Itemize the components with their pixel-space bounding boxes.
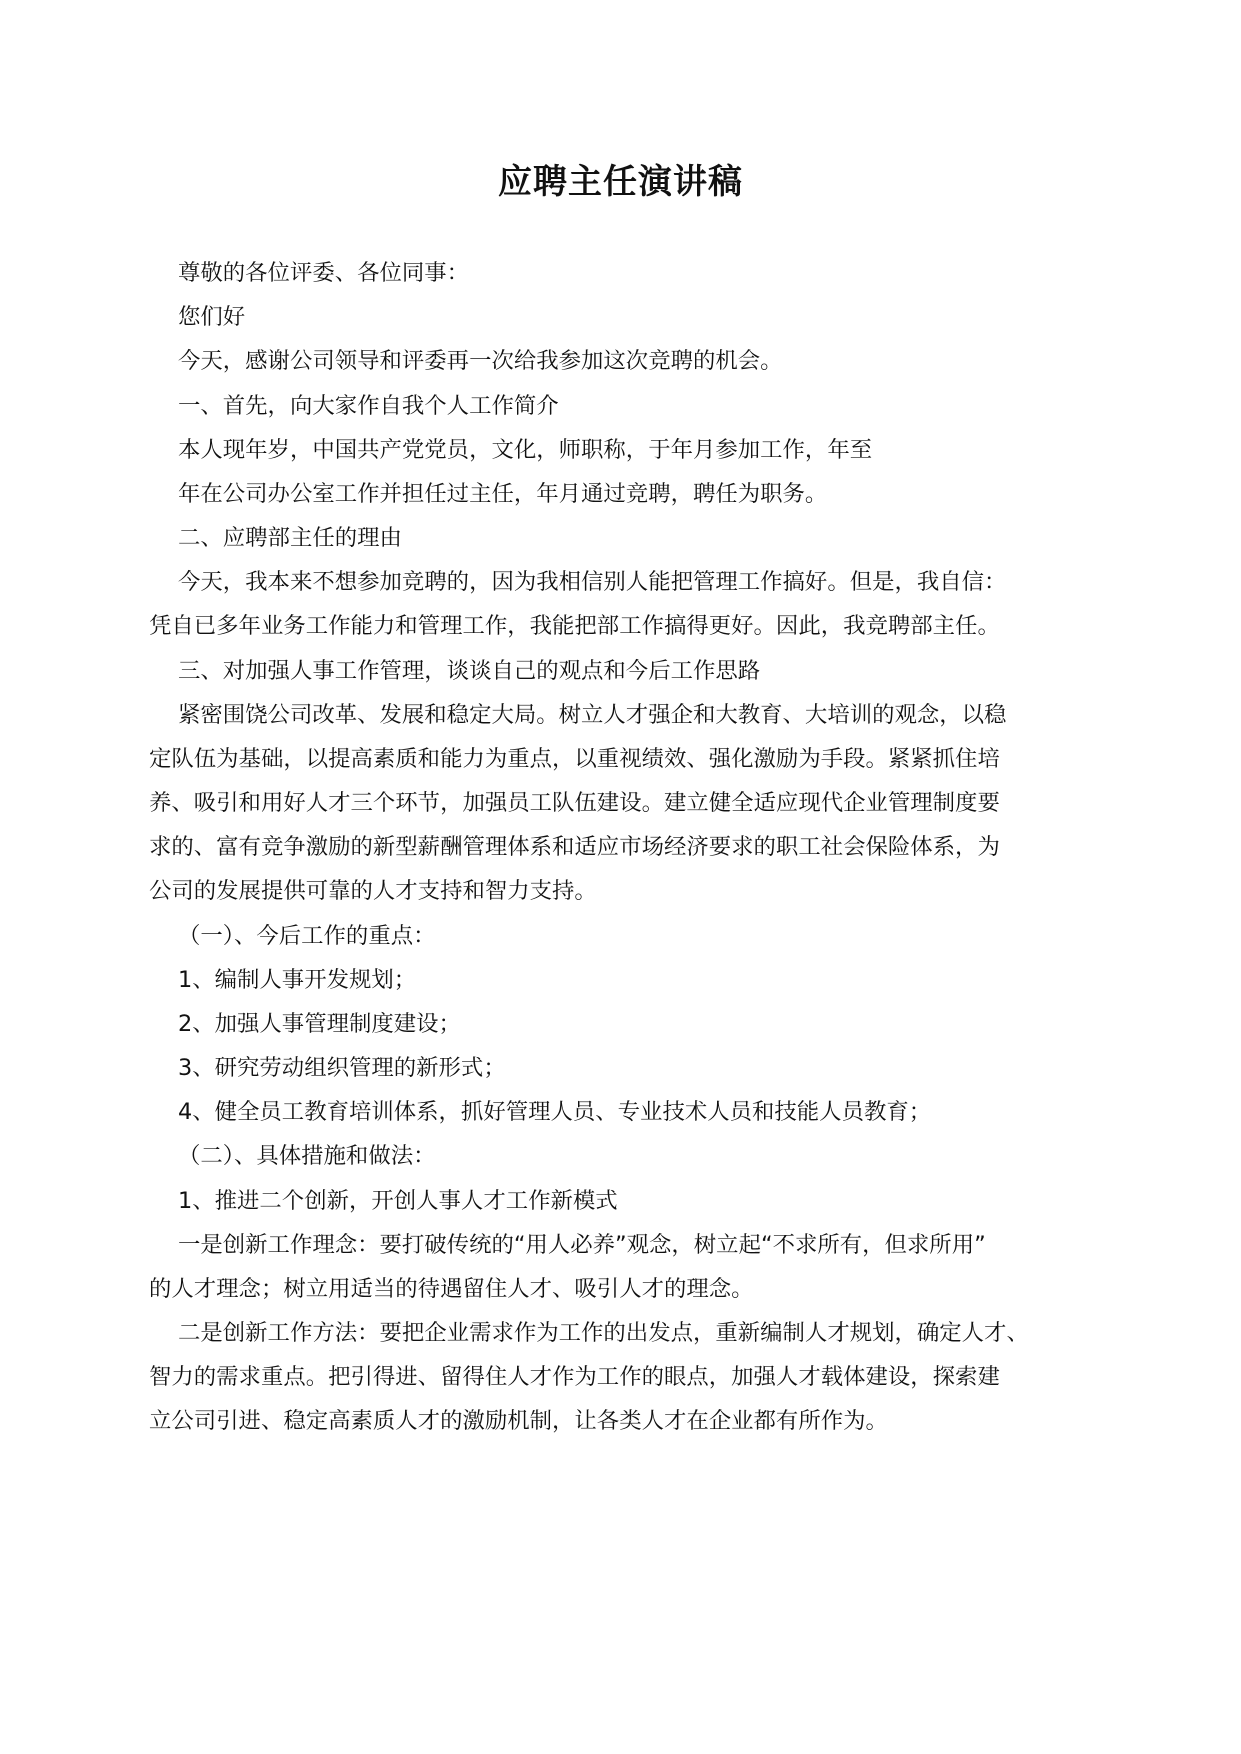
paragraph-line: 的人才理念；树立用适当的待遇留住人才、吸引人才的理念。 (149, 1276, 754, 1302)
section-heading: 二、应聘部主任的理由 (178, 525, 402, 551)
paragraph-line: 今天，感谢公司领导和评委再一次给我参加这次竞聘的机会。 (178, 348, 783, 374)
document-title: 应聘主任演讲稿 (498, 162, 743, 202)
list-item: 1、编制人事开发规划； (178, 967, 417, 993)
section-heading: 三、对加强人事工作管理，谈谈自己的观点和今后工作思路 (178, 658, 761, 684)
salutation-line: 尊敬的各位评委、各位同事： (178, 260, 470, 286)
paragraph-line: 年在公司办公室工作并担任过主任，年月通过竞聘，聘任为职务。 (178, 481, 828, 507)
greeting-line: 您们好 (178, 304, 246, 330)
list-item: 1、推进二个创新，开创人事人才工作新模式 (178, 1188, 618, 1214)
paragraph-line: 今天，我本来不想参加竞聘的，因为我相信别人能把管理工作搞好。但是，我自信： (178, 569, 1007, 595)
list-item: 3、研究劳动组织管理的新形式； (178, 1055, 506, 1081)
subsection-heading: （二）、具体措施和做法： (178, 1143, 436, 1169)
paragraph-line: 求的、富有竞争激励的新型薪酬管理体系和适应市场经济要求的职工社会保险体系，为 (149, 834, 1000, 860)
paragraph-line: 紧密围饶公司改革、发展和稳定大局。树立人才强企和大教育、大培训的观念，以稳 (178, 702, 1007, 728)
subsection-heading: （一）、今后工作的重点： (178, 923, 436, 949)
paragraph-line: 一是创新工作理念：要打破传统的“用人必养”观念，树立起“不求所有，但求所用” (178, 1232, 986, 1258)
section-heading: 一、首先，向大家作自我个人工作简介 (178, 393, 559, 419)
paragraph-line: 本人现年岁，中国共产党党员，文化，师职称，于年月参加工作，年至 (178, 437, 873, 463)
paragraph-line: 二是创新工作方法：要把企业需求作为工作的出发点，重新编制人才规划，确定人才、 (178, 1320, 1029, 1346)
paragraph-line: 立公司引进、稳定高素质人才的激励机制，让各类人才在企业都有所作为。 (149, 1408, 888, 1434)
list-item: 4、健全员工教育培训体系，抓好管理人员、专业技术人员和技能人员教育； (178, 1099, 932, 1125)
list-item: 2、加强人事管理制度建设； (178, 1011, 461, 1037)
paragraph-line: 智力的需求重点。把引得进、留得住人才作为工作的眼点，加强人才载体建设，探索建 (149, 1364, 1000, 1390)
paragraph-line: 定队伍为基础，以提高素质和能力为重点，以重视绩效、强化激励为手段。紧紧抓住培 (149, 746, 1000, 772)
paragraph-line: 养、吸引和用好人才三个环节，加强员工队伍建设。建立健全适应现代企业管理制度要 (149, 790, 1000, 816)
paragraph-line: 凭自已多年业务工作能力和管理工作，我能把部工作搞得更好。因此，我竞聘部主任。 (149, 613, 1000, 639)
paragraph-line: 公司的发展提供可靠的人才支持和智力支持。 (149, 878, 597, 904)
